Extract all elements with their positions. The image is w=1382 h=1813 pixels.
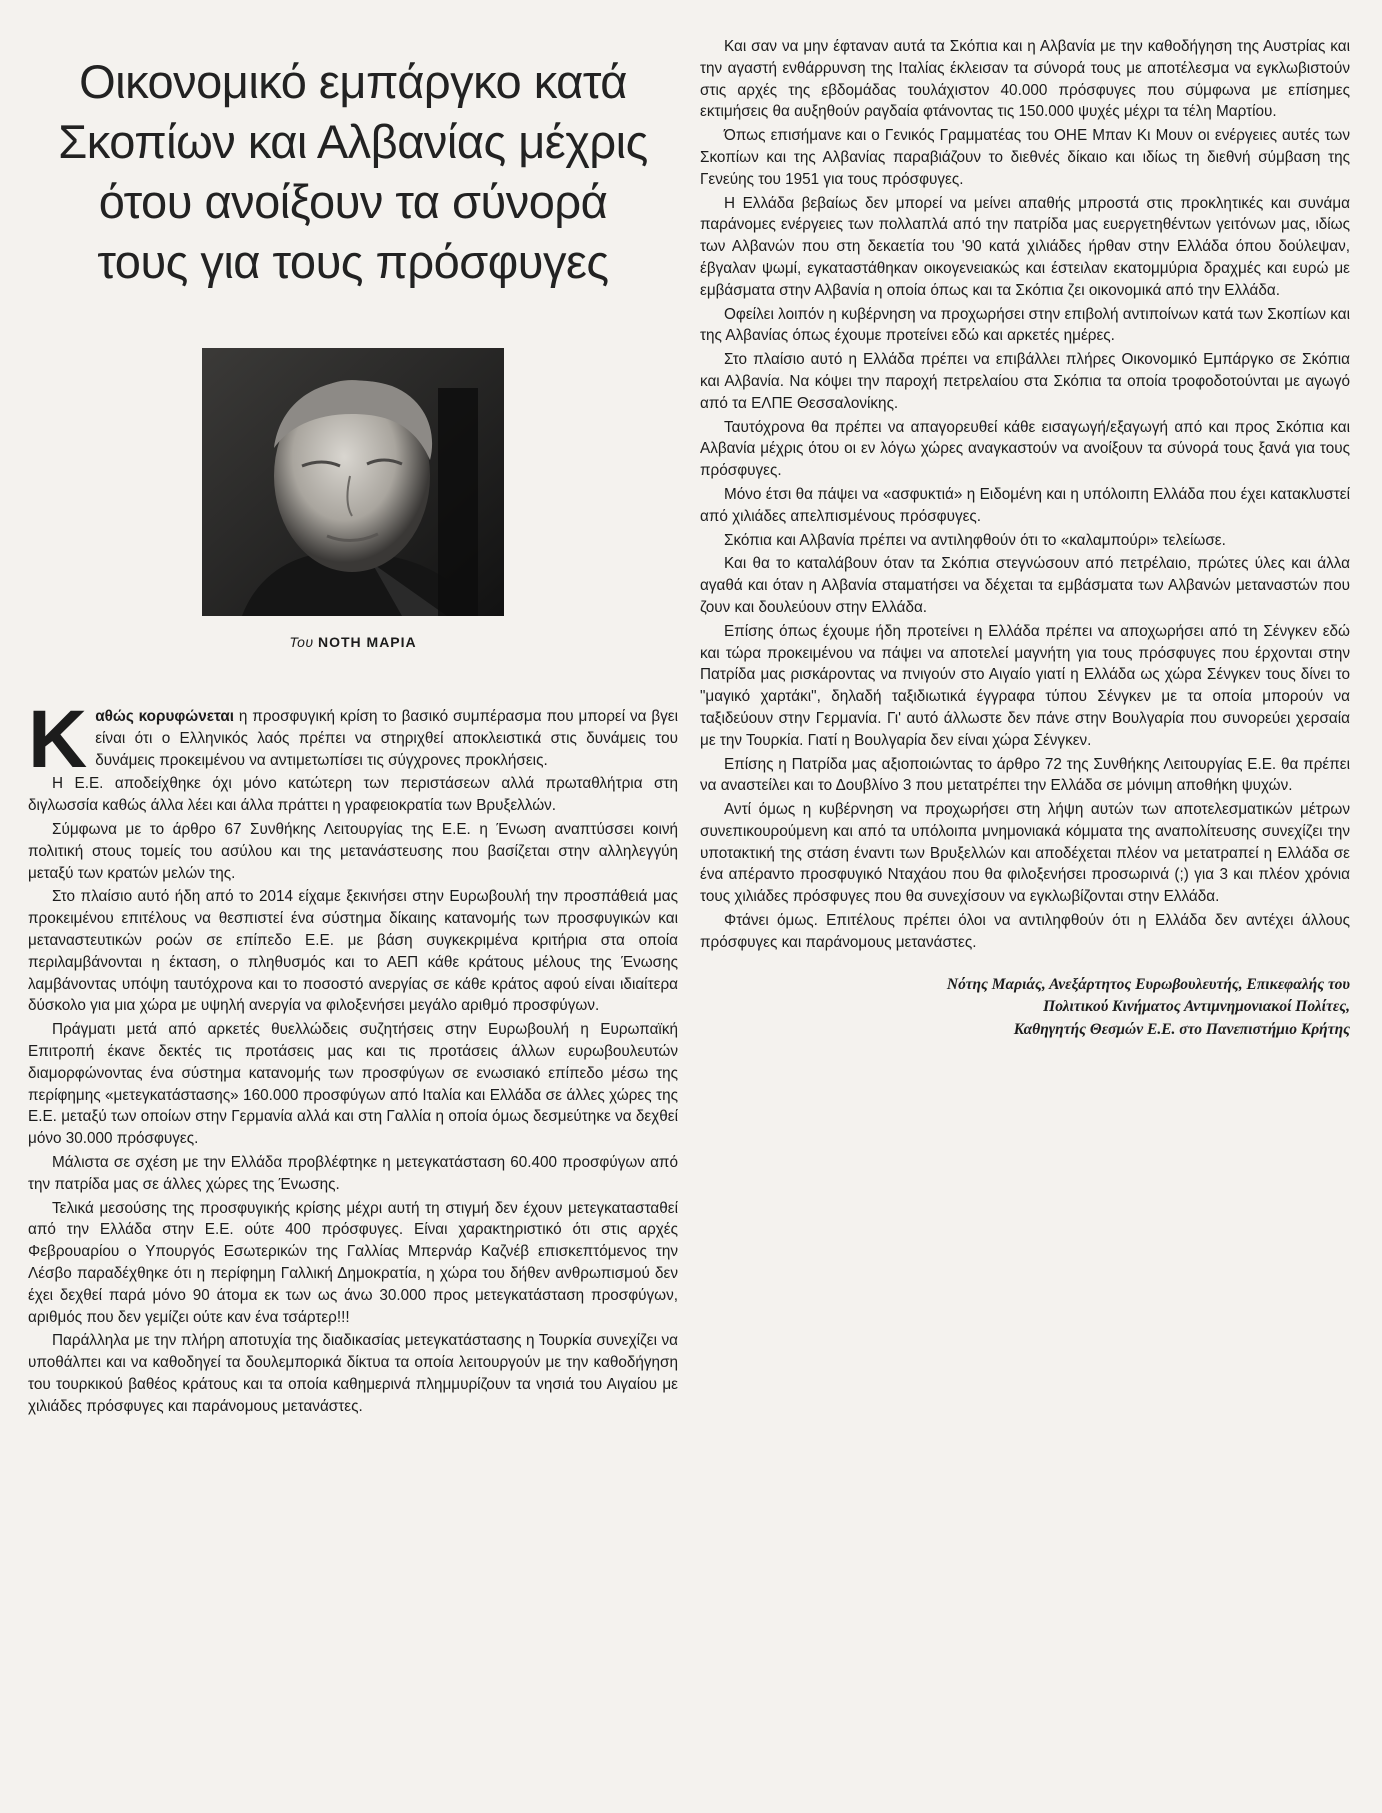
paragraph: Η Ελλάδα βεβαίως δεν μπορεί να μείνει απαθής μπροστά στις προκλητικές και συνάμα παράνομες ενέργειες των πολλαπλά από την πατρίδα μας ευεργετηθέντων γειτόνων μας, ιδίως των Αλβανών που στη δεκαετία του '90 κατά χιλιάδες ήρθαν στην Ελλάδα όπου δούλεψαν, έβγαλαν ψωμί, εγκαταστάθηκαν οικογενειακώς και έστειλαν εκατομμύρια δραχμές και ευρώ με εμβάσματα στην Αλβανία η οποία όπως και τα Σκόπια ζει οικονομικά από την Ελλάδα. bbox=[700, 194, 1350, 299]
paragraph: Και σαν να μην έφταναν αυτά τα Σκόπια και η Αλβανία με την καθοδήγηση της Αυστρίας και την αγαστή ενθάρρυνση της Ιταλίας έκλεισαν τα σύνορά τους με αποτέλεσμα να εγκλωβιστούν στις αρχές της εβδομάδας τουλάχιστον 40.000 πρόσφυγες που σύμφωνα με επίσημες εκτιμήσεις θα αυξηθούν ραγδαία φτάνοντας τις 150.000 ψυχές μέχρι τα τέλη Μαρτίου. bbox=[700, 38, 1350, 121]
paragraph: Όπως επισήμανε και ο Γενικός Γραμματέας του ΟΗΕ Μπαν Κι Μουν οι ενέργειες αυτές των Σκοπίων και της Αλβανίας παραβιάζουν το διεθνές δίκαιο και ιδίως τη διεθνή σύμβαση της Γενεύης του 1951 για τους πρόσφυγες. bbox=[700, 127, 1350, 188]
article-headline bbox=[28, 52, 678, 292]
right-body-text bbox=[700, 36, 1350, 954]
paragraph: Πράγματι μετά από αρκετές θυελλώδεις συζητήσεις στην Ευρωβουλή η Ευρωπαϊκή Επιτροπή έκανε δεκτές τις προτάσεις μας και τις προτάσεις άλλων ευρωβουλευτών διαμορφώνοντας ένα σύστημα κατανομής των προσφύγων σε ενωσιακό επίπεδο μέσω της περίφημης «μετεγκατάστασης» 160.000 προσφύγων από Ιταλία και Ελλάδα σε άλλες χώρες της Ε.Ε. μεταξύ των οποίων στην Γερμανία αλλά και στη Γαλλία η οποία όμως δεσμεύτηκε να δεχθεί μόνο 30.000 πρόσφυγες. bbox=[28, 1021, 678, 1148]
lead-paragraph bbox=[28, 694, 679, 785]
byline bbox=[28, 634, 678, 650]
drop-cap: Κ bbox=[28, 694, 88, 785]
paragraph: Επίσης η Πατρίδα μας αξιοποιώντας το άρθρο 72 της Συνθήκης Λειτουργίας Ε.Ε. θα πρέπει να αναστείλει και το Δουβλίνο 3 που μετατρέπει την Ελλάδα σε μόνιμη αποθήκη ψυχών. bbox=[700, 755, 1350, 795]
paragraph: Στο πλαίσιο αυτό η Ελλάδα πρέπει να επιβάλλει πλήρες Οικονομικό Εμπάργκο σε Σκόπια και Αλβανία. Να κόψει την παροχή πετρελαίου στα Σκόπια τα οποία τροφοδοτούνται με αγωγό από τα ΕΛΠΕ Θεσσαλονίκης. bbox=[700, 351, 1350, 412]
byline-prefix: Του bbox=[289, 634, 314, 650]
lead-words: αθώς κορυφώνεται bbox=[95, 708, 235, 725]
author-signature bbox=[700, 974, 1350, 1042]
paragraph: Αντί όμως η κυβέρνηση να προχωρήσει στη λήψη αυτών των αποτελεσματικών μέτρων συνεπικουρούμενη και από τα υπόλοιπα μνημονιακά κόμματα της αναπολίτευσης συνεχίζει την υποτακτική της στάση έναντι των Βρυξελλών και αποδέχεται πλέον να μετατραπεί η Ελλάδα σε ένα απέραντο προσφυγικό Νταχάου που θα φιλοξενήσει προσωρινά (;) για 3 και πλέον χρόνια τους χιλιάδες πρόσφυγες που θα συνεχίσουν να εγκλωβίζονται στην Ελλάδα. bbox=[700, 801, 1350, 906]
paragraph: Οφείλει λοιπόν η κυβέρνηση να προχωρήσει στην επιβολή αντιποίνων κατά των Σκοπίων και της Αλβανίας όπως έχουμε προτείνει εδώ και αρκετές ημέρες. bbox=[700, 305, 1350, 345]
headline-line: ότου ανοίξουν τα σύνορά bbox=[98, 175, 608, 228]
paragraph: Και θα το καταλάβουν όταν τα Σκόπια στεγνώσουν από πετρέλαιο, πρώτες ύλες και άλλα αγαθά και όταν η Αλβανία σταματήσει να δέχεται τα εμβάσματα των Αλβανών μεταναστών που ζουν και δουλεύουν στην Ελλάδα. bbox=[700, 555, 1350, 616]
signature-line: Πολιτικού Κινήματος Αντιμνημονιακοί Πολίτες, bbox=[1043, 998, 1350, 1016]
headline-line: τους για τους πρόσφυγες bbox=[97, 235, 609, 288]
paragraph: Η Ε.Ε. αποδείχθηκε όχι μόνο κατώτερη των περιστάσεων αλλά πρωταθλήτρια στη διγλωσσία καθώς άλλα λέει και άλλα πράττει η γραφειοκρατία των Βρυξελλών. bbox=[28, 775, 678, 815]
right-column bbox=[700, 36, 1350, 1041]
paragraph: Τελικά μεσούσης της προσφυγικής κρίσης μέχρι αυτή τη στιγμή δεν έχουν μετεγκατασταθεί από την Ελλάδα στην Ε.Ε. ούτε 400 πρόσφυγες. Είναι χαρακτηριστικό ότι στις αρχές Φεβρουαρίου ο Υπουργός Εσωτερικών της Γαλλίας Μπερνάρ Καζνέβ επισκεπτόμενος την Λέσβο παραδέχθηκε ότι η περίφημη Γαλλική Δημοκρατία, η χώρα του δήθεν ανθρωπισμού δεν έχει δεχθεί παρά μόνο 90 άτομα εκ των ως άνω 30.000 προς μετεγκατάσταση προσφύγων, αριθμός που δεν γεμίζει ούτε καν ένα τσάρτερ!!! bbox=[28, 1199, 678, 1326]
author-photo bbox=[202, 348, 504, 616]
paragraph: Μόνο έτσι θα πάψει να «ασφυκτιά» η Ειδομένη και η υπόλοιπη Ελλάδα που έχει κατακλυστεί από χιλιάδες απελπισμένους πρόσφυγες. bbox=[700, 485, 1350, 525]
paragraph: Φτάνει όμως. Επιτέλους πρέπει όλοι να αντιληφθούν ότι η Ελλάδα δεν αντέχει άλλους πρόσφυγες και παράνομους μετανάστες. bbox=[700, 912, 1350, 951]
paragraph: Επίσης όπως έχουμε ήδη προτείνει η Ελλάδα πρέπει να αποχωρήσει από τη Σένγκεν εδώ και τώρα προκειμένου να πάψει να αποτελεί μαγνήτη για τους πρόσφυγες που έρχονται στην Πατρίδα μας ρισκάροντας να πνιγούν στο Αιγαίο γιατί η Ελλάδα ως χώρα Σένγκεν τους δίνει το "μαγικό χαρτάκι", δηλαδή ταξιδιωτικά έγγραφα τύπου Σένγκεν με τα οποία μπορούν να ταξιδεύουν στην Γερμανία. Γι' αυτό άλλωστε δεν πάνε στην Βουλγαρία που συνορεύει χερσαία με την Τουρκία. Γιατί η Βουλγαρία δεν είναι χώρα Σένγκεν. bbox=[700, 622, 1350, 749]
paragraph: Ταυτόχρονα θα πρέπει να απαγορευθεί κάθε εισαγωγή/εξαγωγή από και προς Σκόπια και Αλβανία μέχρις ότου οι εν λόγω χώρες αναγκαστούν να ανοίξουν τα σύνορά τους ξανά για τους πρόσφυγες. bbox=[700, 418, 1350, 480]
byline-author: ΝΟΤΗ ΜΑΡΙΑ bbox=[317, 634, 417, 650]
left-body-text bbox=[28, 694, 679, 1418]
lead-paragraph-text: η προσφυγική κρίση το βασικό συμπέρασμα που μπορεί να βγει είναι ότι ο Ελληνικός λαός πρέπει να στηριχθεί αποκλειστικά στις δυνάμεις του δυνάμεις προκειμένου να αντιμετωπίσει τις σύγχρονες προκλήσεις. bbox=[95, 708, 679, 769]
paragraph: Σκόπια και Αλβανία πρέπει να αντιληφθούν ότι το «καλαμπούρι» τελείωσε. bbox=[724, 531, 1226, 549]
paragraph: Μάλιστα σε σχέση με την Ελλάδα προβλέφτηκε η μετεγκατάσταση 60.400 προσφύγων από την πατρίδα μας σε άλλες χώρες της Ένωσης. bbox=[28, 1153, 678, 1193]
headline-line: Οικονομικό εμπάργκο κατά bbox=[79, 55, 627, 108]
headline-line: Σκοπίων και Αλβανίας μέχρις bbox=[58, 115, 648, 168]
author-portrait-image bbox=[202, 348, 504, 616]
signature-line: Καθηγητής Θεσμών Ε.Ε. στο Πανεπιστήμιο Κρήτης bbox=[1013, 1020, 1350, 1038]
paragraph: Στο πλαίσιο αυτό ήδη από το 2014 είχαμε ξεκινήσει στην Ευρωβουλή την προσπάθειά μας προκειμένου επιτέλους να θεσπιστεί ένα σύστημα δίκαιης κατανομής των προσφυγικών και μεταναστευτικών ροών σε επίπεδο Ε.Ε. με βάση συγκεκριμένα κριτήρια στα οποία περιλαμβάνονται η έκταση, ο πληθυσμός και το ΑΕΠ κάθε κράτους μέλους της Ένωσης λαμβάνοντας υπόψη ταυτόχρονα και το ποσοστό ανεργίας σε κάθε κράτος αφού είναι ιδιαίτερα δύσκολο για μια χώρα με υψηλή ανεργία να φιλοξενήσει μεγάλο αριθμό προσφύγων. bbox=[28, 888, 678, 1015]
paragraph: Σύμφωνα με το άρθρο 67 Συνθήκης Λειτουργίας της Ε.Ε. η Ένωση αναπτύσσει κοινή πολιτική στους τομείς του ασύλου και της μετανάστευσης που βασίζεται στην αλληλεγγύη μεταξύ των κρατών μελών της. bbox=[28, 820, 678, 882]
signature-line: Νότης Μαριάς, Ανεξάρτητος Ευρωβουλευτής, Επικεφαλής του bbox=[946, 975, 1350, 993]
left-column bbox=[28, 40, 678, 1420]
paragraph: Παράλληλα με την πλήρη αποτυχία της διαδικασίας μετεγκατάστασης η Τουρκία συνεχίζει να υποθάλπει και να καθοδηγεί τα δουλεμπορικά δίκτυα τα οποία λειτουργούν με την καθοδήγηση του τουρκικού βαθέος κράτους και τα οποία καθημερινά πλημμυρίζουν τα νησιά του Αιγαίου με χιλιάδες πρόσφυγες και παράνομους μετανάστες. bbox=[28, 1332, 678, 1415]
